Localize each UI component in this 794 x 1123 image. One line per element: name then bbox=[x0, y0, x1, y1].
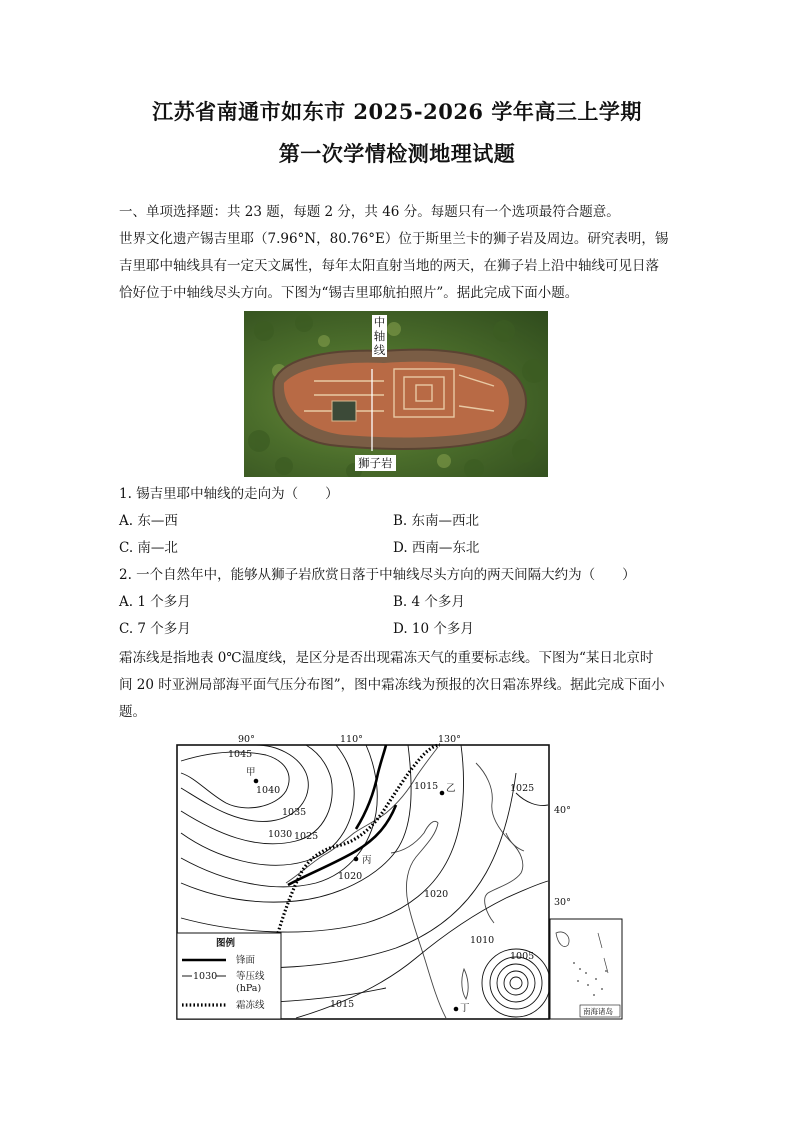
point-bing-dot bbox=[354, 857, 359, 862]
isobar-label-1035: 1035 bbox=[282, 807, 307, 818]
lat-label-40: 40° bbox=[554, 805, 571, 816]
point-yi-dot bbox=[440, 791, 445, 796]
passage1-line1: 世界文化遗产锡吉里耶（7.96°N，80.76°E）位于斯里兰卡的狮子岩及周边。研究表明，锡 bbox=[119, 231, 669, 247]
passage2-line1: 霜冻线是指地表 0℃温度线，是区分是否出现霜冻天气的重要标志线。下图为“某日北京时 bbox=[119, 650, 654, 666]
isobar-label-1015-a: 1015 bbox=[414, 781, 439, 792]
isobar-label-1020-a: 1020 bbox=[338, 871, 363, 882]
isobar-label-1020-b: 1020 bbox=[424, 889, 449, 900]
title-line-1: 江苏省南通市如东市 2025-2026 学年高三上学期 bbox=[152, 99, 642, 124]
q1-option-d[interactable]: D. 西南—东北 bbox=[393, 540, 480, 556]
q1-option-c[interactable]: C. 南—北 bbox=[119, 540, 178, 556]
legend-frost: 霜冻线 bbox=[236, 1000, 265, 1011]
q2-option-c[interactable]: C. 7 个多月 bbox=[119, 621, 191, 637]
isobar-label-1030: 1030 bbox=[268, 829, 293, 840]
point-jia: 甲 bbox=[246, 767, 256, 778]
axis-label: 中 轴 线 bbox=[373, 315, 386, 357]
passage1-line3: 恰好位于中轴线尽头方向。下图为“锡吉里耶航拍照片”。据此完成下面小题。 bbox=[119, 285, 579, 301]
lon-label-130: 130° bbox=[438, 734, 461, 745]
section-heading: 一、单项选择题：共 23 题，每题 2 分，共 46 分。每题只有一个选项最符合题意。 bbox=[119, 204, 620, 220]
point-yi: 乙 bbox=[446, 783, 456, 794]
isobar-label-1040: 1040 bbox=[256, 785, 281, 796]
passage2-line2: 间 20 时亚洲局部海平面气压分布图”，图中霜冻线为预报的次日霜冻界线。据此完成下面小 bbox=[119, 677, 665, 693]
lon-label-110: 110° bbox=[340, 734, 363, 745]
point-jia-dot bbox=[254, 779, 259, 784]
legend-unit: (hPa) bbox=[236, 983, 262, 994]
legend-isobar: 等压线 bbox=[236, 971, 265, 982]
legend-isobar-sample: 1030 bbox=[193, 971, 218, 982]
q2-option-b[interactable]: B. 4 个多月 bbox=[393, 594, 465, 610]
inset-label: 南海诸岛 bbox=[583, 1007, 613, 1016]
q1-option-b[interactable]: B. 东南—西北 bbox=[393, 513, 480, 529]
isobar-label-1010: 1010 bbox=[470, 935, 495, 946]
legend-title: 图例 bbox=[216, 938, 236, 949]
rock-label: 狮子岩 bbox=[355, 455, 396, 471]
q2-option-d[interactable]: D. 10 个多月 bbox=[393, 621, 474, 637]
point-ding-dot bbox=[454, 1007, 459, 1012]
isobar-label-1045: 1045 bbox=[228, 749, 253, 760]
q1-stem: 1. 锡吉里耶中轴线的走向为（ ） bbox=[119, 486, 339, 502]
isobar-label-1005: 1005 bbox=[510, 951, 535, 962]
isobar-label-1025-b: 1025 bbox=[510, 783, 535, 794]
isobar-label-1015-b: 1015 bbox=[330, 999, 355, 1010]
q1-option-a[interactable]: A. 东—西 bbox=[119, 513, 178, 529]
point-bing: 丙 bbox=[362, 855, 372, 866]
aerial-photo bbox=[244, 311, 548, 477]
passage2-line3: 题。 bbox=[119, 704, 146, 720]
lon-label-90: 90° bbox=[238, 734, 255, 745]
pressure-map bbox=[176, 733, 626, 1023]
passage1-line2: 吉里耶中轴线具有一定天文属性，每年太阳直射当地的两天，在狮子岩上沿中轴线可见日落 bbox=[119, 258, 659, 274]
isobar-label-1025: 1025 bbox=[294, 831, 319, 842]
inset-box bbox=[550, 919, 622, 1019]
legend-front: 锋面 bbox=[236, 955, 256, 966]
title-line-2: 第一次学情检测地理试题 bbox=[278, 141, 516, 166]
q2-stem: 2. 一个自然年中，能够从狮子岩欣赏日落于中轴线尽头方向的两天间隔大约为（ ） bbox=[119, 567, 636, 583]
point-ding: 丁 bbox=[460, 1003, 470, 1014]
lat-label-30: 30° bbox=[554, 897, 571, 908]
q2-option-a[interactable]: A. 1 个多月 bbox=[119, 594, 191, 610]
aerial-photo-drawing bbox=[244, 311, 548, 477]
